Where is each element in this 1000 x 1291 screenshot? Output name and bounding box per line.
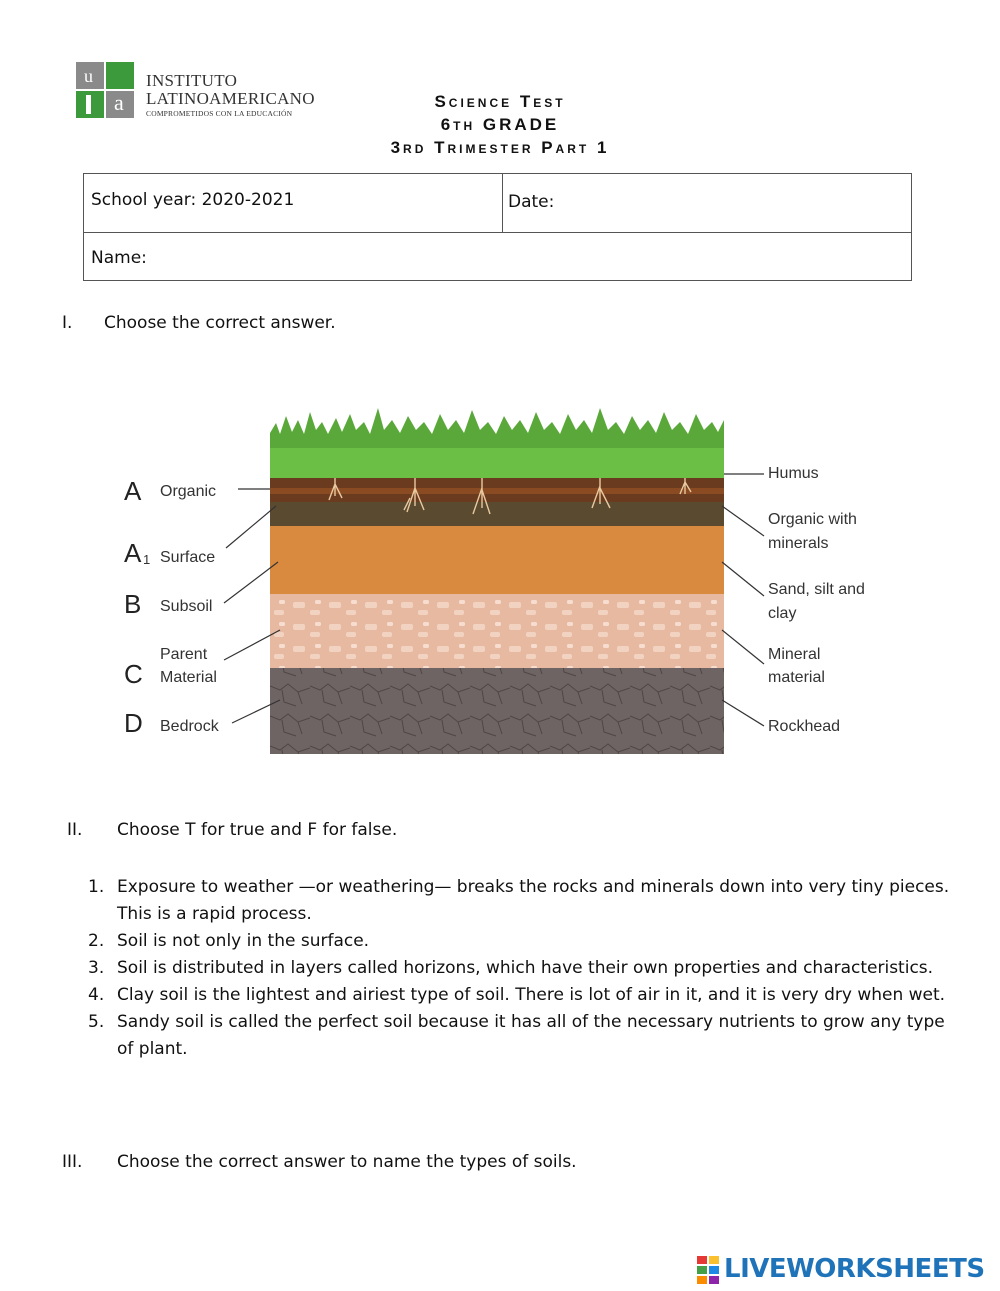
horizon-letter-d: D — [124, 708, 143, 738]
name-field[interactable]: Name: — [91, 248, 147, 268]
list-item: 4. Clay soil is the lightest and airiest type of soil. There is lot of air in it, and it is very dry when wet. — [88, 985, 946, 1005]
layer-label-rockhead: Rockhead — [768, 718, 841, 735]
section-3-instruction: Choose the correct answer to name the types of soils. — [117, 1152, 577, 1172]
subsoil-layer — [270, 524, 724, 594]
true-false-list — [88, 874, 958, 1063]
school-name-line1: INSTITUTO — [146, 71, 238, 90]
layer-label-organic-minerals-2: minerals — [768, 535, 829, 552]
parent-material-layer — [270, 592, 724, 668]
student-info-table — [83, 173, 912, 281]
horizon-letter-c: C — [124, 659, 143, 689]
school-logo-icon — [76, 62, 134, 118]
school-year-label: School year: 2020-2021 — [91, 190, 295, 210]
horizon-label-material: Material — [160, 669, 217, 686]
svg-text:u: u — [84, 66, 93, 86]
bedrock-layer — [270, 666, 724, 754]
school-year-cell — [84, 174, 503, 232]
liveworksheets-blocks-icon — [697, 1256, 721, 1284]
layer-label-mineral-2: material — [768, 669, 825, 686]
layer-label-sand-silt-2: clay — [768, 605, 797, 622]
layer-label-humus: Humus — [768, 465, 819, 482]
school-name — [146, 72, 315, 118]
list-item: 1. Exposure to weather —or weathering— breaks the rocks and minerals down into very tiny pieces. This is a rapid process. — [88, 877, 950, 924]
section-3-numeral: III. — [62, 1152, 83, 1172]
horizon-label-subsoil: Subsoil — [160, 598, 213, 615]
list-item: 5. Sandy soil is called the perfect soil because it has all of the necessary nutrients to grow any type of plant. — [88, 1012, 945, 1059]
school-name-line2: LATINOAMERICANO — [146, 89, 315, 108]
list-item: 2. Soil is not only in the surface. — [88, 931, 370, 951]
horizon-label-parent: Parent — [160, 646, 208, 663]
horizon-letter-a1-sub: 1 — [143, 552, 151, 567]
section-2-numeral: II. — [67, 820, 83, 840]
horizon-label-organic: Organic — [160, 483, 217, 500]
section-1-numeral: I. — [62, 313, 73, 333]
trimester-title: 3rd Trimester Part 1 — [390, 138, 610, 157]
grade-title: 6th GRADE — [440, 115, 560, 134]
school-motto: COMPROMETIDOS CON LA EDUCACIÓN — [146, 109, 293, 118]
statement-text: Soil is distributed in layers called horizons, which have their own properties and characteristics. — [117, 958, 934, 978]
surface-layer — [270, 500, 724, 526]
horizon-letter-a: A — [124, 476, 142, 506]
list-item: 3. Soil is distributed in layers called horizons, which have their own properties and characteristics. — [88, 958, 934, 978]
horizon-label-surface: Surface — [160, 549, 216, 566]
section-2-instruction: Choose T for true and F for false. — [117, 820, 398, 840]
statement-text: Exposure to weather —or weathering— breaks the rocks and minerals down into very tiny pieces. This is a rapid process. — [117, 877, 950, 924]
test-title: Science Test — [434, 92, 566, 111]
layer-label-sand-silt: Sand, silt and — [768, 581, 865, 598]
horizon-label-bedrock: Bedrock — [160, 718, 219, 735]
liveworksheets-wordmark: LIVEWORKSHEETS — [724, 1254, 985, 1284]
layer-label-organic-minerals: Organic with — [768, 511, 857, 528]
statement-text: Sandy soil is called the perfect soil because it has all of the necessary nutrients to grow any type of plant. — [117, 1012, 945, 1059]
horizon-letter-b: B — [124, 589, 142, 619]
svg-text:a: a — [114, 90, 124, 115]
statement-text: Clay soil is the lightest and airiest type of soil. There is lot of air in it, and it is very dry when wet. — [117, 985, 946, 1005]
section-1-instruction: Choose the correct answer. — [104, 313, 336, 333]
layer-label-mineral: Mineral — [768, 646, 821, 663]
horizon-letter-a1: A — [124, 538, 142, 568]
date-field[interactable]: Date: — [508, 192, 555, 212]
statement-text: Soil is not only in the surface. — [117, 931, 370, 951]
info-row-1 — [84, 174, 911, 233]
soil-horizons-diagram — [110, 378, 910, 768]
